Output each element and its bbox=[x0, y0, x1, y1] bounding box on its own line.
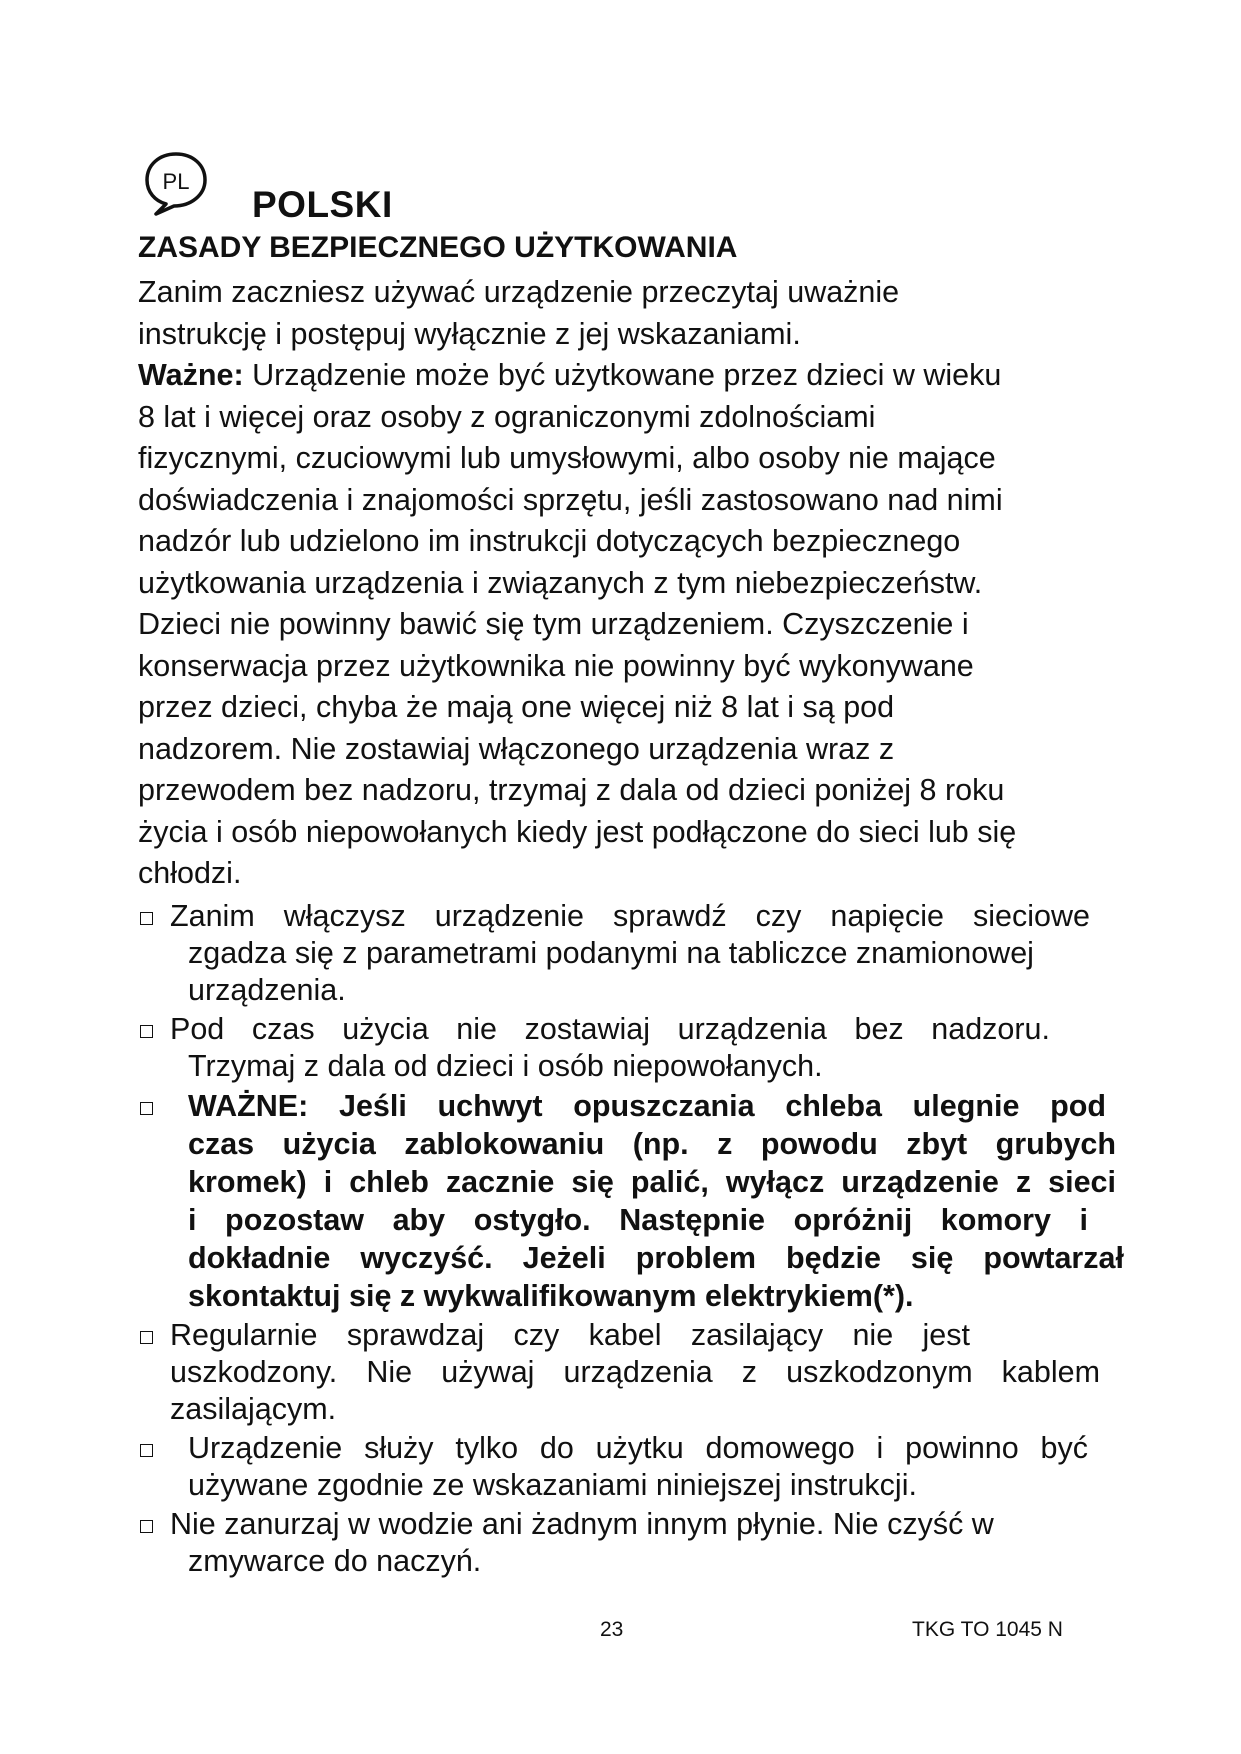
bullet-line: Zanim włączysz urządzenie sprawdź czy napięcie sieciowe bbox=[170, 899, 1090, 933]
bullet-line: WAŻNE: Jeśli uchwyt opuszczania chleba ulegnie pod bbox=[188, 1089, 1106, 1123]
intro-line: chłodzi. bbox=[138, 856, 242, 890]
page-number: 23 bbox=[600, 1618, 624, 1641]
bullet-item bbox=[136, 1011, 1126, 1085]
intro-line: przez dzieci, chyba że mają one więcej niż 8 lat i są pod bbox=[138, 690, 895, 724]
bullet-line: i pozostaw aby ostygło. Następnie opróżnij komory i bbox=[188, 1203, 1088, 1237]
checkbox-bullet-icon bbox=[140, 1331, 153, 1344]
language-title: POLSKI bbox=[252, 184, 393, 225]
intro-line-important bbox=[138, 355, 1098, 397]
model-number: TKG TO 1045 N bbox=[912, 1618, 1063, 1641]
intro-line-text: Urządzenie może być użytkowane przez dzieci w wieku bbox=[243, 358, 1002, 392]
safety-bullet-list bbox=[136, 898, 1126, 1582]
bullet-line: uszkodzony. Nie używaj urządzenia z uszkodzonym kablem bbox=[170, 1355, 1100, 1389]
intro-line: doświadczenia i znajomości sprzętu, jeśli zastosowano nad nimi bbox=[138, 482, 1003, 517]
checkbox-bullet-icon bbox=[140, 1025, 153, 1038]
language-badge-label: PL bbox=[162, 169, 190, 194]
bullet-line: zmywarce do naczyń. bbox=[188, 1544, 482, 1578]
bullet-line: zgadza się z parametrami podanymi na tabliczce znamionowej bbox=[188, 936, 1034, 970]
bullet-item bbox=[136, 1506, 1126, 1580]
bullet-line: Pod czas użycia nie zostawiaj urządzenia bez nadzoru. bbox=[170, 1012, 1050, 1046]
bullet-line: Urządzenie służy tylko do użytku domowego i powinno być bbox=[188, 1431, 1088, 1465]
language-badge-icon bbox=[140, 148, 212, 220]
checkbox-bullet-icon bbox=[140, 912, 153, 925]
intro-line: Zanim zaczniesz używać urządzenie przeczytaj uważnie bbox=[138, 275, 900, 309]
intro-line: instrukcję i postępuj wyłącznie z jej wskazaniami. bbox=[138, 316, 801, 351]
checkbox-bullet-icon bbox=[140, 1520, 153, 1533]
intro-line: użytkowania urządzenia i związanych z tym niebezpieczeństw. bbox=[138, 565, 983, 600]
intro-line: przewodem bez nadzoru, trzymaj z dala od dzieci poniżej 8 roku bbox=[138, 773, 1005, 807]
intro-line: fizycznymi, czuciowymi lub umysłowymi, albo osoby nie mające bbox=[138, 441, 996, 475]
checkbox-bullet-icon bbox=[140, 1444, 153, 1457]
intro-text bbox=[138, 272, 1098, 895]
bullet-item bbox=[136, 1430, 1126, 1504]
bullet-item bbox=[136, 1317, 1126, 1428]
intro-line: Dzieci nie powinny bawić się tym urządzeniem. Czyszczenie i bbox=[138, 607, 969, 641]
bullet-line: dokładnie wyczyść. Jeżeli problem będzie się powtarzał bbox=[188, 1241, 1124, 1275]
bullet-line: Trzymaj z dala od dzieci i osób niepowołanych. bbox=[188, 1049, 823, 1083]
bullet-line: zasilającym. bbox=[170, 1392, 337, 1426]
bullet-item bbox=[136, 898, 1126, 1009]
bullet-line: Nie zanurzaj w wodzie ani żadnym innym płynie. Nie czyść w bbox=[170, 1507, 994, 1541]
section-title: ZASADY BEZPIECZNEGO UŻYTKOWANIA bbox=[138, 231, 738, 264]
intro-line: konserwacja przez użytkownika nie powinny być wykonywane bbox=[138, 648, 974, 683]
bullet-line: skontaktuj się z wykwalifikowanym elektrykiem(*). bbox=[188, 1279, 914, 1313]
bullet-line: używane zgodnie ze wskazaniami niniejszej instrukcji. bbox=[188, 1468, 917, 1502]
checkbox-bullet-icon bbox=[140, 1102, 153, 1115]
intro-line: życia i osób niepowołanych kiedy jest podłączone do sieci lub się bbox=[138, 814, 1017, 849]
bullet-line: Regularnie sprawdzaj czy kabel zasilający nie jest bbox=[170, 1318, 970, 1352]
intro-line: nadzorem. Nie zostawiaj włączonego urządzenia wraz z bbox=[138, 731, 895, 766]
bullet-line: kromek) i chleb zacznie się palić, wyłącz urządzenie z sieci bbox=[188, 1165, 1116, 1199]
bullet-item-important bbox=[136, 1087, 1126, 1315]
important-label: Ważne: bbox=[138, 358, 244, 392]
bullet-line: czas użycia zablokowaniu (np. z powodu zbyt grubych bbox=[188, 1127, 1116, 1161]
bullet-line: urządzenia. bbox=[188, 973, 346, 1007]
intro-line: nadzór lub udzielono im instrukcji dotyczących bezpiecznego bbox=[138, 524, 961, 558]
intro-line: 8 lat i więcej oraz osoby z ograniczonymi zdolnościami bbox=[138, 399, 876, 434]
